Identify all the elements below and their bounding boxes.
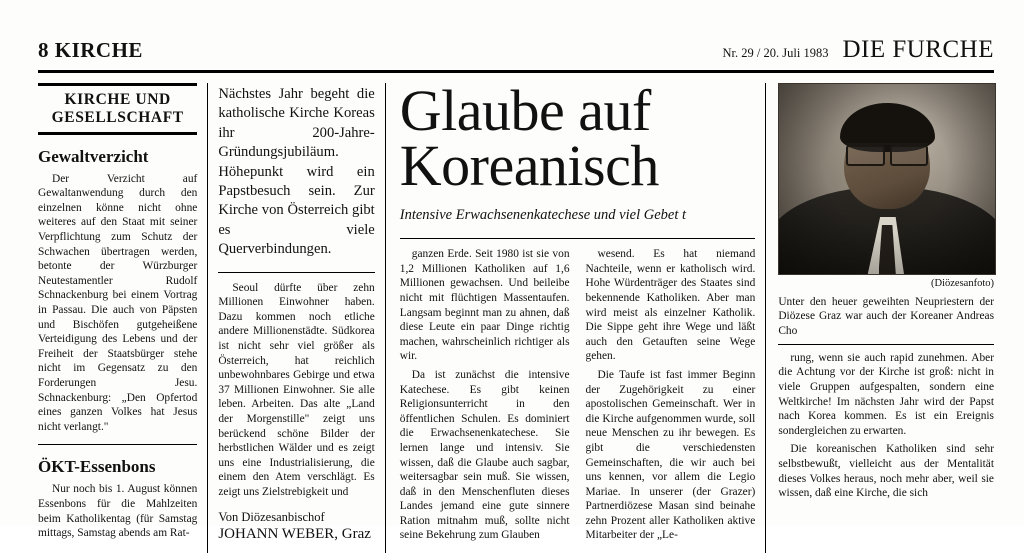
sidebar-header-box (38, 83, 197, 135)
byline-author: JOHANN WEBER, Graz (218, 526, 371, 543)
right-column-paragraph: rung, wenn sie auch rapid zunehmen. Aber die Achtung vor der Kirche ist groß: nicht in viele Gruppen aufgespalten, sondern eine Weltkirche! Im nächsten Jahr wird der Papst nach Korea kommen. Es ist ein Ereignis sondergleichen zu erwarten. (778, 351, 994, 437)
lead-paragraph: Nächstes Jahr begeht die katholische Kirche Koreas ihr 200-Jahre-Gründungsjubiläum. Höhepunkt wird ein Papstbesuch sein. Zur Kirche von Österreich gibt es viele Querverbindungen. (218, 86, 375, 258)
photo-vignette (779, 84, 995, 274)
article-paragraph: Da ist zunächst die intensive Katechese. Es gibt keinen Religionsunterricht in den öffentlichen Schulen. Es dominiert die Erwachsenenkatechese. Sie lernen lange und intensiv. Sie wissen, daß die Glaube auch sagbar, weitersagbar sein muß. Sie wissen, daß in den Menschenfluten dieses Landes jemand eine gute sinnere Ration mitnahm muß, sollte nicht seine Bekehrung zum Glauben (399, 368, 570, 542)
byline (218, 510, 374, 544)
lead-divider (218, 272, 374, 273)
masthead-right (723, 36, 994, 64)
column-lead (208, 83, 385, 553)
page-columns (38, 78, 994, 553)
column-article (386, 78, 766, 553)
column-photo (765, 83, 994, 553)
sidebar-item-text-oekt: Nur noch bis 1. August können Essenbons für die Mahlzeiten beim Katholikentag (für Samstag mittags, Samstag abends am Rat- (38, 483, 198, 540)
article-paragraph: Die Taufe ist fast immer Beginn der Zugehörigkeit zu einer apostolischen Gemeinschaft. Wer in die Kirche aufgenommen wurde, soll neue Menschen zu ihr bewegen. Es gibt die verschiedensten Gemeinschaften, die wir auch bei uns kennen, vor allem die Legio Mariae. In unserer (der Grazer) Partnerdiözese Masan sind beinahe zehn Prozent aller Katholiken aktive Mitarbeiter der „Le- (585, 368, 756, 542)
photo-caption: Unter den heuer geweihten Neupriestern der Diözese Graz war auch der Koreaner Andreas Cho (778, 295, 994, 345)
sidebar-item-text-gewaltverzicht: Der Verzicht auf Gewaltanwendung durch den einzelnen könne nicht ohne weiteres auf den Staat mit seiner Verpflichtung zum Schutz der Schwachen übertragen werden, betonte der Würzburger Neutestamentler Rudolf Schnackenburg bei einem Vortrag in Passau. Die auch von Päpsten und Bischöfen gutgeheißene Verteidigung des Lebens und der Freiheit der Staatsbürger stehe nicht im Gegensatz zu den Forderungen Jesu. Schnackenburg: „Den Opfertod eines ganzen Volkes hat Jesus nicht verlangt." (38, 172, 198, 433)
byline-prefix: Von Diözesanbischof (218, 509, 325, 524)
page-title (399, 78, 756, 199)
sidebar-item-title-gewaltverzicht: Gewaltverzicht (38, 146, 149, 166)
portrait-photo (778, 83, 996, 275)
column-kirche-und-gesellschaft (38, 83, 208, 553)
section-label: 8 KIRCHE (38, 38, 143, 62)
article-paragraph: wesend. Es hat niemand Nachteile, wenn er katholisch wird. Hohe Würdenträger des Staates sind bekennende Katholiken. Aber man wird meist als einzelner Katholik. Die Sippe geht ihre Wege und läßt auch den Getauften seine Wege gehen. (585, 248, 756, 363)
masthead (38, 36, 994, 73)
divider (38, 444, 197, 445)
sidebar-header-line1: KIRCHE UND (64, 91, 171, 108)
lead-column-text: Seoul dürfte über zehn Millionen Einwohner haben. Dazu kommen noch etliche andere Millionenstädte. Südkorea ist nicht sehr viel größer als Österreich, hat reichlich unbewohnbares Gebirge und etwa 37 Millionen Einwohner. Sie alle leben. Arbeiten. Das alte „Land der Morgenstille" zeigt uns berückend schöne Bilder der herbstlichen Wälder und es zeigt uns eine Industrialisierung, die einem den Atem verschlägt. Es zeigt uns Zielstrebigkeit und (218, 281, 375, 498)
article-subhead: Intensive Erwachsenenkatechese und viel Gebet t (399, 207, 687, 224)
headline-line-2: Koreanisch (399, 133, 659, 199)
sidebar-header-line2: GESELLSCHAFT (51, 108, 184, 126)
headline-line-1: Glaube auf (399, 78, 651, 143)
right-column-body (778, 351, 994, 501)
issue-date: Nr. 29 / 20. Juli 1983 (722, 46, 829, 60)
sidebar-item-title-oekt: ÖKT-Essenbons (38, 457, 156, 477)
article-body (400, 247, 756, 547)
article-paragraph: ganzen Erde. Seit 1980 ist sie von 1,2 Millionen Katholiken auf 1,6 Millionen gewachsen. Und beileibe nicht mit flüchtigen Massentaufen. Langsam beginnt man zu ahnen, daß diese Leute ein paar Dinge richtig machen, wahrscheinlich richtiger als wir. (399, 248, 570, 363)
paper-title: DIE FURCHE (842, 36, 994, 63)
photo-credit: (Diözesanfoto) (931, 278, 994, 289)
article-divider (400, 238, 756, 239)
right-column-paragraph: Die koreanischen Katholiken sind sehr selbstbewußt, vielleicht aus der Mentalität dieses Volkes heraus, noch mehr aber, weil sie wissen, daß eine Kirche, die sich (778, 443, 994, 500)
